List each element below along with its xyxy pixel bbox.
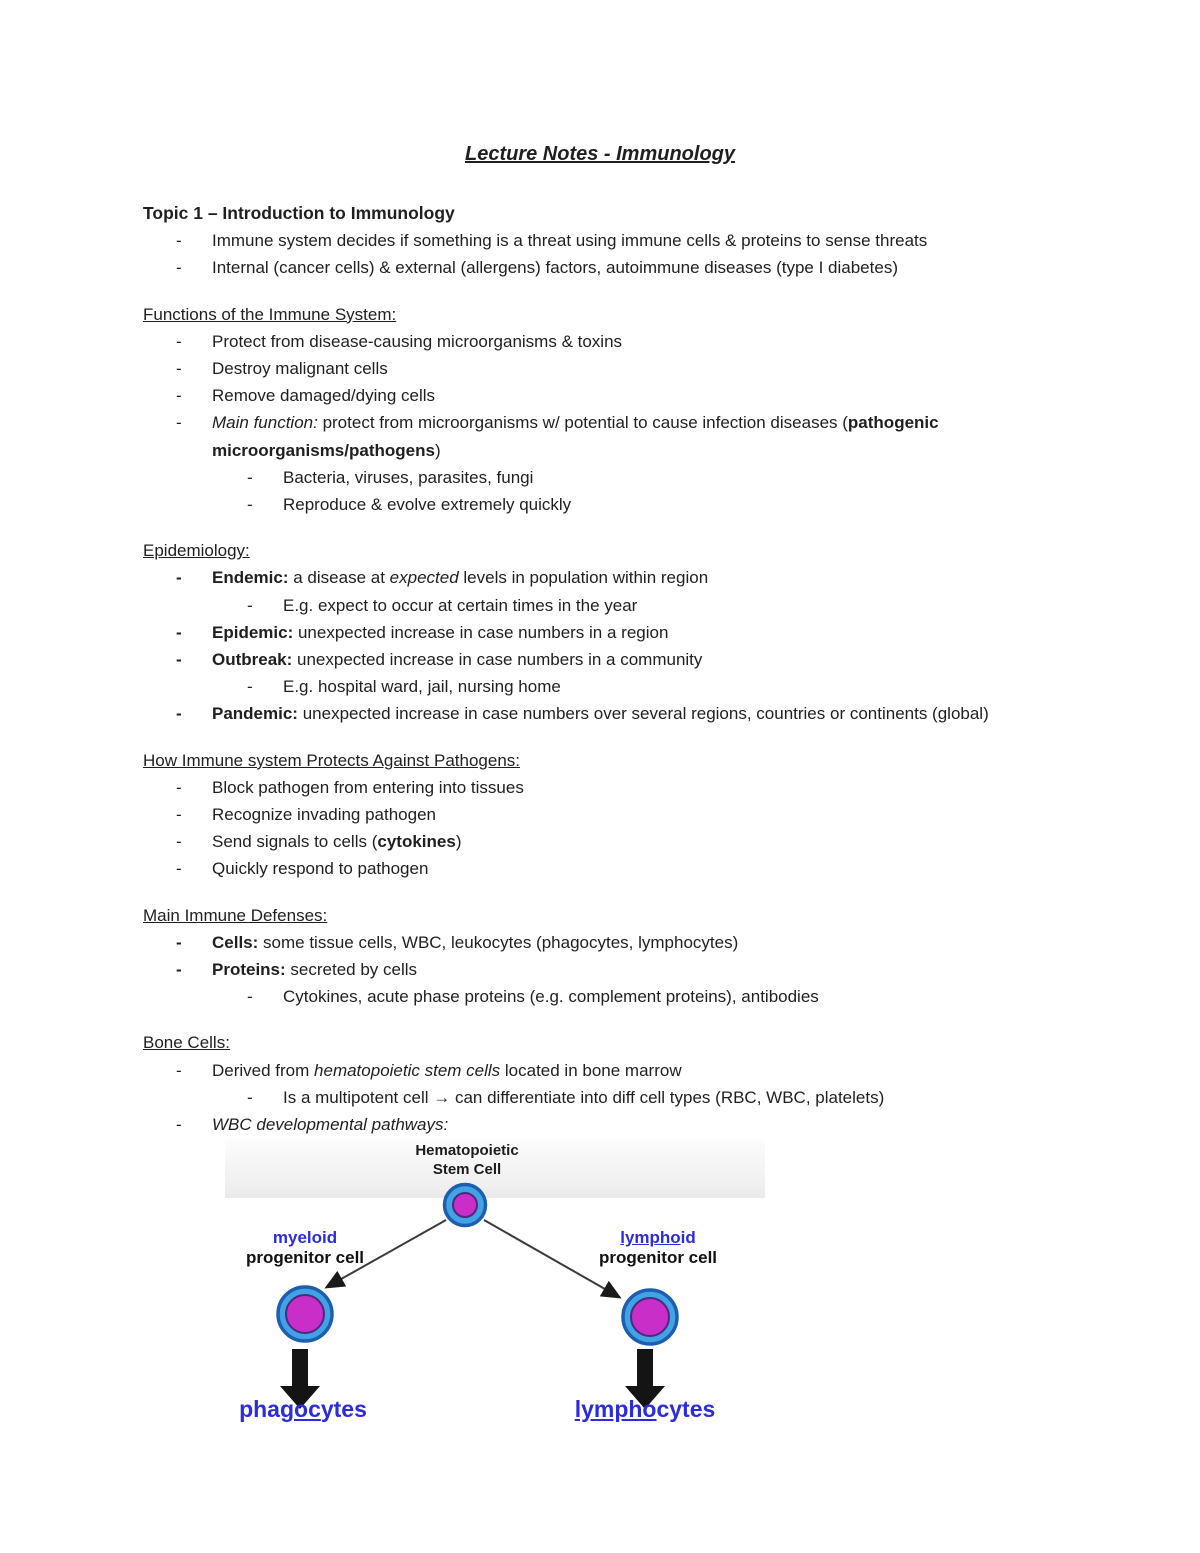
bullet-marker: -	[176, 258, 182, 278]
bullet-text: Destroy malignant cells	[212, 359, 388, 379]
bullet-marker: -	[176, 386, 182, 406]
myeloid-progenitor-cell-nucleus	[286, 1295, 324, 1333]
myeloid-branch-label	[205, 1228, 405, 1267]
bullet-text: Block pathogen from entering into tissues	[212, 777, 524, 797]
topic-heading: Topic 1 – Introduction to Immunology	[143, 203, 455, 223]
bullet-marker: -	[176, 805, 182, 825]
lymphoid-progenitor-text: progenitor cell	[598, 1247, 718, 1267]
bullet-item	[143, 855, 1057, 882]
lymphoid-label: lymphoid	[620, 1228, 696, 1248]
section	[143, 301, 1057, 519]
bullet-marker: -	[176, 413, 182, 433]
bullet-marker: -	[247, 987, 253, 1007]
myeloid-label: myeloid	[272, 1228, 338, 1248]
bullet-text: Send signals to cells (cytokines)	[212, 832, 462, 852]
bullet-marker: -	[176, 568, 182, 588]
section-heading: Bone Cells:	[143, 1033, 230, 1053]
bullet-item	[143, 1057, 1057, 1084]
bullet-item	[143, 828, 1057, 855]
bullet-item	[143, 254, 1057, 281]
lymphoid-progenitor-cell-nucleus	[631, 1298, 669, 1336]
bullet-item	[143, 983, 1057, 1010]
bullet-marker: -	[176, 777, 182, 797]
bullet-item	[143, 929, 1057, 956]
bullet-marker: -	[247, 1087, 253, 1107]
section-heading: Epidemiology:	[143, 541, 250, 561]
bullet-text: Remove damaged/dying cells	[212, 386, 436, 406]
bullet-marker: -	[176, 622, 182, 642]
section-heading: Functions of the Immune System:	[143, 304, 397, 324]
bullet-marker: -	[176, 1060, 182, 1080]
bullet-marker: -	[247, 467, 253, 487]
bullet-marker: -	[176, 960, 182, 980]
bullet-item	[143, 673, 1057, 700]
bullet-text: Derived from hematopoietic stem cells located in bone marrow	[212, 1060, 682, 1080]
document-content	[143, 0, 1057, 1440]
bullet-item	[143, 801, 1057, 828]
stem-cell-label	[377, 1141, 557, 1179]
bullet-marker: -	[247, 677, 253, 697]
bullet-text: Is a multipotent cell → can differentiate into diff cell types (RBC, WBC, platelets)	[283, 1087, 885, 1107]
wbc-pathways-diagram	[225, 1140, 765, 1440]
document-title: Lecture Notes - Immunology	[464, 143, 736, 165]
bullet-item	[143, 328, 1057, 355]
bullet-item	[143, 564, 1057, 591]
section	[143, 227, 1057, 281]
bullet-item	[143, 227, 1057, 254]
bullet-item	[143, 646, 1057, 673]
bullet-item	[143, 592, 1057, 619]
lymphocytes-label: lymphocytes	[574, 1396, 716, 1423]
bullet-item	[143, 700, 1057, 727]
bullet-text: Immune system decides if something is a threat using immune cells & proteins to sense threats	[212, 231, 928, 251]
bullet-marker: -	[176, 932, 182, 952]
bullet-item	[143, 355, 1057, 382]
stem-cell-label-line2: Stem Cell	[432, 1161, 502, 1179]
bullet-text: Quickly respond to pathogen	[212, 859, 429, 879]
bullet-item	[143, 409, 1057, 463]
section-heading: Main Immune Defenses:	[143, 905, 328, 925]
lymphoid-branch-label	[558, 1228, 758, 1267]
section	[143, 902, 1057, 1011]
section	[143, 747, 1057, 883]
stem-cell-label-line1: Hematopoietic	[415, 1142, 519, 1160]
bullet-text: Epidemic: unexpected increase in case numbers in a region	[212, 622, 669, 642]
bullet-text: Bacteria, viruses, parasites, fungi	[283, 467, 534, 487]
diagram-canvas	[225, 1140, 765, 1440]
phagocytes-label: phagocytes	[239, 1396, 367, 1423]
section	[143, 1029, 1057, 1138]
bullet-text: WBC developmental pathways:	[212, 1115, 449, 1135]
bullet-item	[143, 956, 1057, 983]
bullet-marker: -	[176, 331, 182, 351]
bullet-item	[143, 774, 1057, 801]
sections	[143, 227, 1057, 1138]
myeloid-progenitor-text: progenitor cell	[245, 1247, 365, 1267]
bullet-marker: -	[176, 832, 182, 852]
bullet-item	[143, 382, 1057, 409]
bullet-marker: -	[247, 495, 253, 515]
bullet-item	[143, 1111, 1057, 1138]
bullet-text: Endemic: a disease at expected levels in population within region	[212, 568, 709, 588]
bullet-text: Proteins: secreted by cells	[212, 960, 418, 980]
section	[143, 537, 1057, 727]
bullet-text: Reproduce & evolve extremely quickly	[283, 495, 572, 515]
bullet-text: E.g. hospital ward, jail, nursing home	[283, 677, 561, 697]
bullet-text: Cytokines, acute phase proteins (e.g. complement proteins), antibodies	[283, 987, 819, 1007]
bullet-text: Internal (cancer cells) & external (allergens) factors, autoimmune diseases (type I diabetes)	[212, 258, 898, 278]
bullet-text: Outbreak: unexpected increase in case numbers in a community	[212, 650, 703, 670]
bullet-item	[143, 619, 1057, 646]
bullet-marker: -	[176, 704, 182, 724]
bullet-text: Main function: protect from microorganisms w/ potential to cause infection diseases (pathogenic microorganisms/pathogens)	[212, 413, 939, 460]
bullet-marker: -	[176, 231, 182, 251]
bullet-text: Cells: some tissue cells, WBC, leukocytes (phagocytes, lymphocytes)	[212, 932, 739, 952]
bullet-marker: -	[176, 859, 182, 879]
stem-cell-nucleus	[453, 1193, 477, 1217]
bullet-text: Recognize invading pathogen	[212, 805, 437, 825]
bullet-item	[143, 1084, 1057, 1111]
bullet-text: E.g. expect to occur at certain times in the year	[283, 595, 638, 615]
bullet-marker: -	[176, 1115, 182, 1135]
section-heading: How Immune system Protects Against Pathogens:	[143, 750, 521, 770]
bullet-item	[143, 491, 1057, 518]
bullet-marker: -	[247, 595, 253, 615]
bullet-item	[143, 464, 1057, 491]
bullet-text: Pandemic: unexpected increase in case numbers over several regions, countries or continents (global)	[212, 704, 989, 724]
bullet-marker: -	[176, 359, 182, 379]
bullet-text: Protect from disease-causing microorganisms & toxins	[212, 331, 623, 351]
bullet-marker: -	[176, 650, 182, 670]
